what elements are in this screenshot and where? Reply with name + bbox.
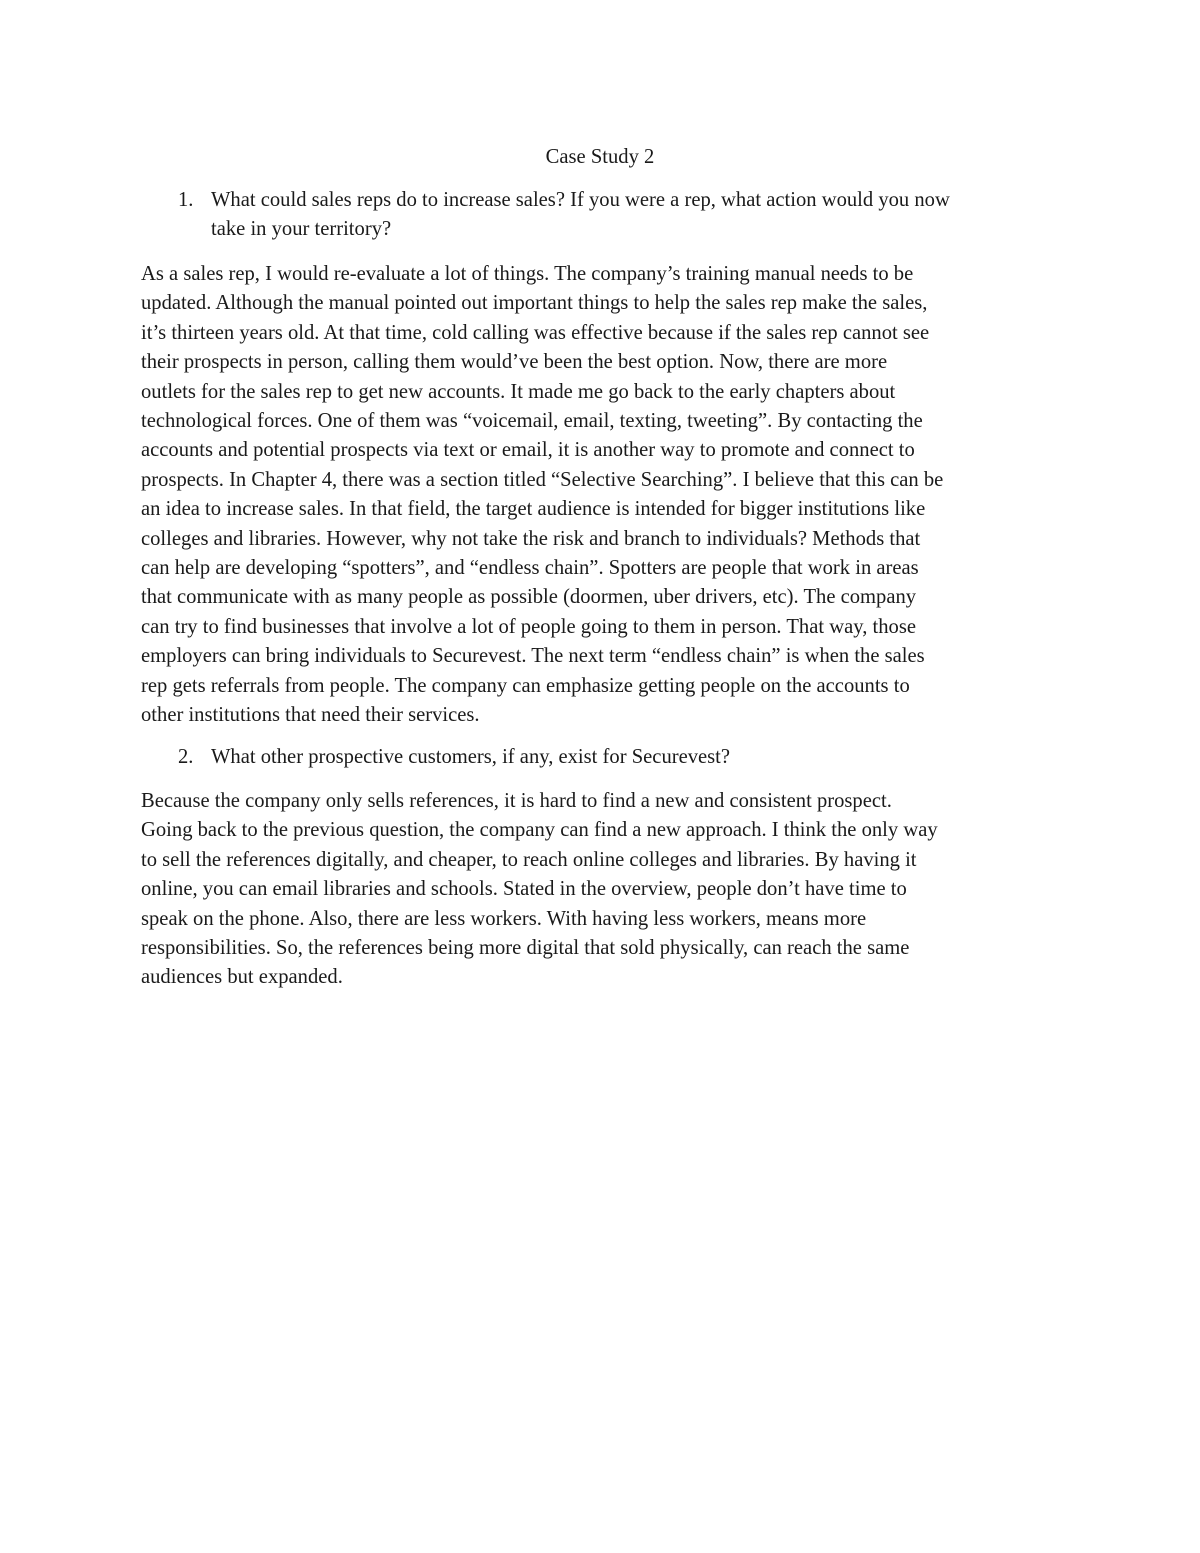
question-line: take in your territory?: [211, 218, 392, 241]
answer-line: technological forces. One of them was “voicemail, email, texting, tweeting”. By contacting the: [141, 410, 923, 433]
answer-line: it’s thirteen years old. At that time, cold calling was effective because if the sales rep cannot see: [141, 321, 930, 344]
question-text: [211, 186, 1068, 245]
question-line: What other prospective customers, if any, exist for Securevest?: [211, 746, 731, 768]
answer-line: audiences but expanded.: [141, 966, 343, 989]
answer-line: Because the company only sells references, it is hard to find a new and consistent prospect.: [141, 790, 892, 812]
answer-line: accounts and potential prospects via text or email, it is another way to promote and connect to: [141, 439, 915, 462]
answer-line: employers can bring individuals to Securevest. The next term “endless chain” is when the sales: [141, 645, 925, 668]
question-text: [211, 743, 1068, 772]
answer-line: can help are developing “spotters”, and “endless chain”. Spotters are people that work in areas: [141, 557, 919, 580]
answer-line: to sell the references digitally, and cheaper, to reach online colleges and libraries. By having it: [141, 848, 917, 871]
question-line: What could sales reps do to increase sales? If you were a rep, what action would you now: [211, 189, 950, 211]
question-number: 1.: [178, 189, 194, 211]
answer-line: responsibilities. So, the references being more digital that sold physically, can reach the same: [141, 937, 910, 960]
question-1: [178, 186, 1068, 245]
answer-1: [141, 260, 1066, 731]
answer-line: rep gets referrals from people. The company can emphasize getting people on the accounts to: [141, 674, 910, 697]
answer-2: [141, 787, 1066, 993]
answer-line: outlets for the sales rep to get new accounts. It made me go back to the early chapters about: [141, 380, 896, 403]
answer-line: colleges and libraries. However, why not take the risk and branch to individuals? Methods that: [141, 527, 921, 550]
answer-line: their prospects in person, calling them would’ve been the best option. Now, there are more: [141, 351, 888, 374]
answer-line: As a sales rep, I would re-evaluate a lot of things. The company’s training manual needs to be: [141, 263, 914, 285]
answer-line: Going back to the previous question, the company can find a new approach. I think the only way: [141, 819, 938, 842]
answer-line: updated. Although the manual pointed out important things to help the sales rep make the sales,: [141, 292, 928, 315]
question-2: [178, 743, 1068, 772]
answer-line: can try to find businesses that involve a lot of people going to them in person. That way, those: [141, 615, 916, 638]
answer-line: that communicate with as many people as possible (doormen, uber drivers, etc). The company: [141, 586, 917, 609]
answer-line: other institutions that need their services.: [141, 704, 480, 727]
answer-line: speak on the phone. Also, there are less workers. With having less workers, means more: [141, 907, 867, 930]
question-number: 2.: [178, 746, 194, 768]
answer-line: prospects. In Chapter 4, there was a section titled “Selective Searching”. I believe that this can be: [141, 468, 944, 491]
document-title: Case Study 2: [545, 146, 655, 168]
answer-line: online, you can email libraries and schools. Stated in the overview, people don’t have time to: [141, 878, 907, 901]
answer-line: an idea to increase sales. In that field, the target audience is intended for bigger institutions like: [141, 498, 926, 521]
